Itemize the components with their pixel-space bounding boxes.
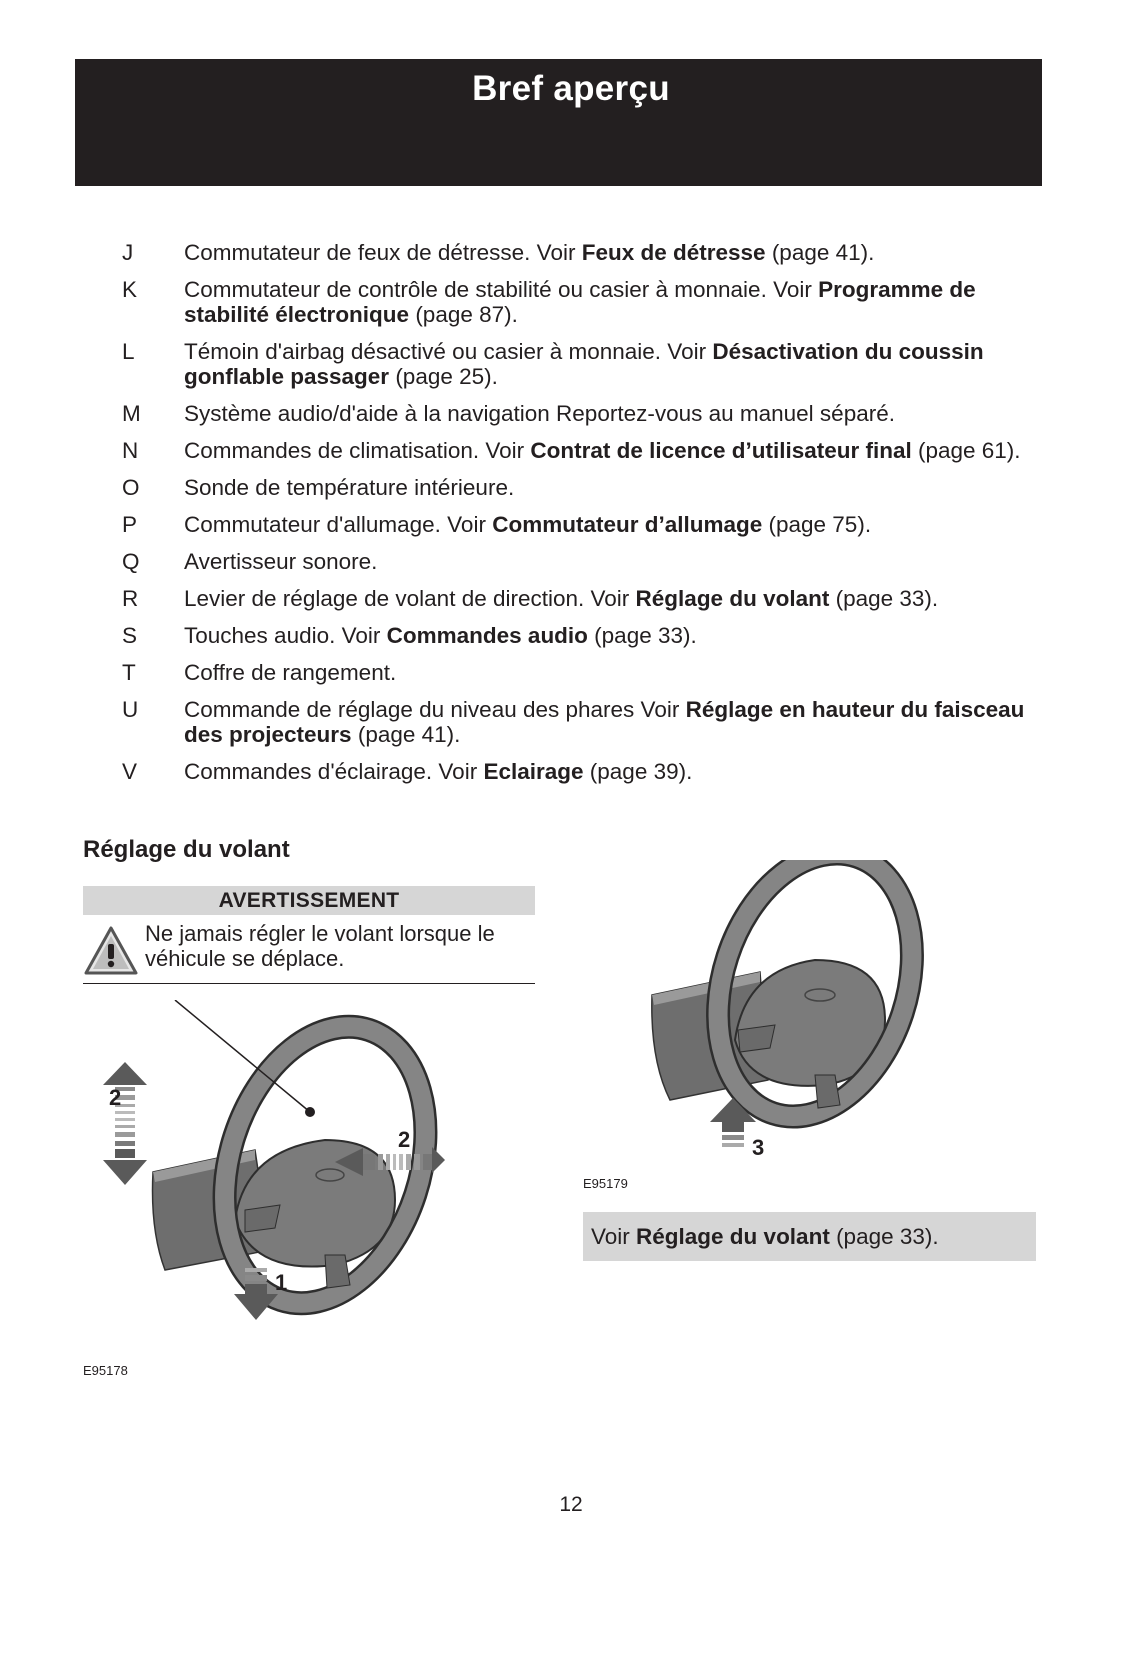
item-letter: U: [122, 697, 139, 722]
item-text: [184, 277, 1040, 327]
section-title: Réglage du volant: [83, 836, 290, 863]
figure-label-telescopic: 2: [398, 1127, 411, 1152]
item-text: [184, 623, 1040, 648]
item-description: Commandes de climatisation. Voir: [184, 438, 531, 463]
item-page-ref: (page 87).: [409, 302, 518, 327]
item-text: [184, 512, 1040, 537]
item-description: Avertisseur sonore.: [184, 549, 378, 574]
list-item: [110, 339, 1040, 389]
item-description: Témoin d'airbag désactivé ou casier à monnaie. Voir: [184, 339, 713, 364]
item-text: [184, 438, 1040, 463]
item-page-ref: (page 41).: [351, 722, 461, 747]
item-page-ref: (page 75).: [762, 512, 872, 537]
item-page-ref: (page 25).: [389, 364, 498, 389]
warning-text: Ne jamais régler le volant lorsque le véhicule se déplace.: [145, 921, 495, 971]
item-text: [184, 660, 1040, 685]
item-text: [184, 586, 1040, 611]
item-letter: R: [122, 586, 139, 611]
item-description: Système audio/d'aide à la navigation Reportez-vous au manuel séparé.: [184, 401, 895, 426]
item-text: [184, 759, 1040, 784]
item-letter: L: [122, 339, 135, 364]
item-reference-link[interactable]: Commandes audio: [386, 623, 588, 648]
list-item: [110, 475, 1040, 500]
list-item: [110, 759, 1040, 784]
item-letter: S: [122, 623, 138, 648]
list-item: [110, 277, 1040, 327]
vertical-adjust-arrow: [103, 1062, 147, 1185]
list-item: [110, 660, 1040, 685]
item-reference-link[interactable]: Désactivation du coussin gonflable passager: [184, 339, 984, 389]
list-item: [110, 438, 1040, 463]
figure-caption-left: E95178: [83, 1363, 128, 1378]
see-also-prefix: Voir: [591, 1224, 637, 1249]
steering-wheel-adjust-figure: [95, 1000, 495, 1320]
item-reference-link[interactable]: Réglage du volant: [635, 586, 830, 611]
item-text: [184, 697, 1040, 747]
list-item: [110, 586, 1040, 611]
see-also-link[interactable]: Réglage du volant: [636, 1224, 830, 1249]
item-description: Commande de réglage du niveau des phares Voir: [184, 697, 686, 722]
list-item: [110, 401, 1040, 426]
warning-box: [83, 886, 535, 984]
item-description: Coffre de rangement.: [184, 660, 397, 685]
item-reference-link[interactable]: Eclairage: [483, 759, 584, 784]
item-reference-link[interactable]: Feux de détresse: [581, 240, 766, 265]
item-reference-link[interactable]: Programme de stabilité électronique: [184, 277, 976, 327]
item-letter: M: [122, 401, 141, 426]
item-text: [184, 401, 1040, 426]
item-description: Commutateur de contrôle de stabilité ou casier à monnaie. Voir: [184, 277, 819, 302]
item-reference-link[interactable]: Réglage en hauteur du faisceau des projecteurs: [184, 697, 1025, 747]
item-text: [184, 339, 1040, 389]
item-description: Commandes d'éclairage. Voir: [184, 759, 484, 784]
warning-heading: AVERTISSEMENT: [83, 886, 535, 915]
figure-label-vertical: 2: [109, 1085, 122, 1110]
item-reference-link[interactable]: Commutateur d’allumage: [492, 512, 763, 537]
item-description: Commutateur d'allumage. Voir: [184, 512, 493, 537]
page-title: Bref aperçu: [472, 69, 670, 108]
item-text: [184, 549, 1040, 574]
item-page-ref: (page 39).: [583, 759, 693, 784]
figure-label-lock: 3: [752, 1135, 765, 1160]
item-description: Sonde de température intérieure.: [184, 475, 515, 500]
steering-wheel-lock-figure: [640, 860, 940, 1170]
figure-label-lever: 1: [275, 1270, 288, 1295]
item-reference-link[interactable]: Contrat de licence d’utilisateur final: [530, 438, 912, 463]
item-letter: J: [122, 240, 134, 265]
item-letter: T: [122, 660, 136, 685]
item-page-ref: (page 61).: [911, 438, 1021, 463]
item-page-ref: (page 33).: [587, 623, 697, 648]
warning-body: [83, 915, 535, 984]
item-page-ref: (page 33).: [829, 586, 939, 611]
figure-caption-right: E95179: [583, 1176, 628, 1191]
item-list: [110, 240, 1040, 796]
item-letter: Q: [122, 549, 140, 574]
item-letter: V: [122, 759, 138, 784]
item-description: Touches audio. Voir: [184, 623, 387, 648]
item-text: [184, 240, 1040, 265]
list-item: [110, 549, 1040, 574]
page-number: 12: [559, 1493, 583, 1516]
list-item: [110, 240, 1040, 265]
list-item: [110, 512, 1040, 537]
see-also-box: [583, 1212, 1036, 1261]
item-text: [184, 475, 1040, 500]
item-letter: K: [122, 277, 138, 302]
warning-triangle-icon: [83, 925, 139, 977]
see-also-page: (page 33).: [829, 1224, 939, 1249]
item-page-ref: (page 41).: [765, 240, 875, 265]
item-description: Commutateur de feux de détresse. Voir: [184, 240, 582, 265]
item-description: Levier de réglage de volant de direction. Voir: [184, 586, 636, 611]
item-letter: P: [122, 512, 138, 537]
list-item: [110, 623, 1040, 648]
item-letter: O: [122, 475, 140, 500]
item-letter: N: [122, 438, 139, 463]
list-item: [110, 697, 1040, 747]
